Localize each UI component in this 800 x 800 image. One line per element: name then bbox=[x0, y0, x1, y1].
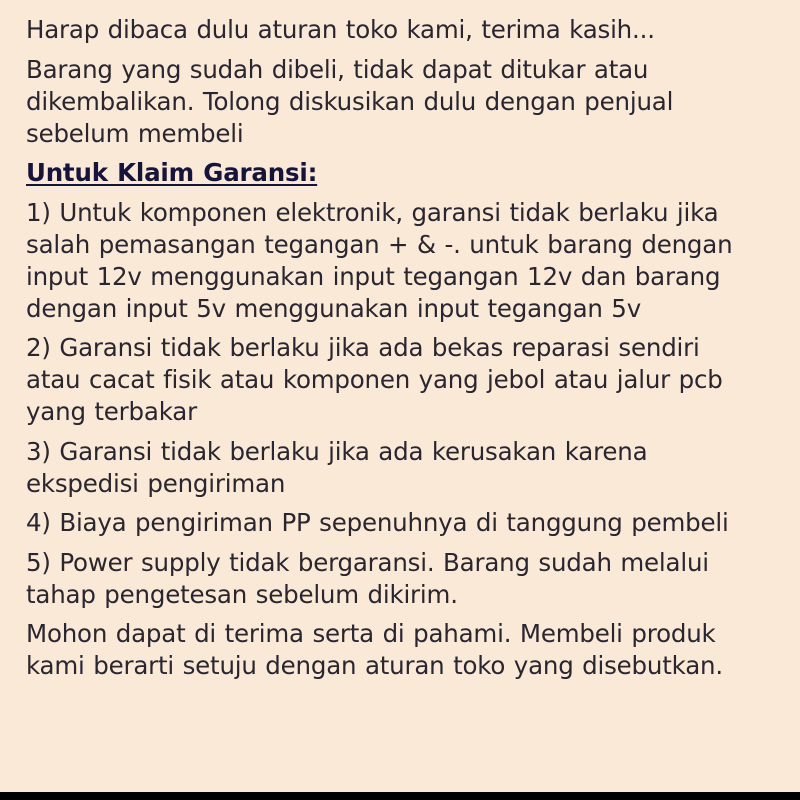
warranty-rule-1: 1) Untuk komponen elektronik, garansi tidak berlaku jika salah pemasangan tegangan + & -. untuk barang dengan input 12v menggunakan input tegangan 12v dan barang dengan input 5v menggunakan input tegangan 5v bbox=[26, 197, 733, 323]
store-rules-text bbox=[26, 14, 796, 690]
closing-paragraph: Mohon dapat di terima serta di pahami. Membeli produk kami berarti setuju dengan aturan toko yang disebutkan. bbox=[26, 619, 723, 680]
intro-text: Harap dibaca dulu aturan toko kami, terima kasih... bbox=[26, 15, 655, 44]
no-return-paragraph: Barang yang sudah dibeli, tidak dapat ditukar atau dikembalikan. Tolong diskusikan dulu dengan penjual sebelum membeli bbox=[26, 54, 674, 148]
warranty-rule-5: 5) Power supply tidak bergaransi. Barang sudah melalui tahap pengetesan sebelum dikirim. bbox=[26, 547, 709, 609]
warranty-heading: Untuk Klaim Garansi: bbox=[26, 158, 318, 187]
warranty-rule-4: 4) Biaya pengiriman PP sepenuhnya di tanggung pembeli bbox=[26, 508, 729, 537]
warranty-rule-2: 2) Garansi tidak berlaku jika ada bekas reparasi sendiri atau cacat fisik atau komponen yang jebol atau jalur pcb yang terbakar bbox=[26, 333, 723, 426]
bottom-border bbox=[0, 792, 800, 800]
warranty-rule-3: 3) Garansi tidak berlaku jika ada kerusakan karena ekspedisi pengiriman bbox=[26, 436, 648, 498]
